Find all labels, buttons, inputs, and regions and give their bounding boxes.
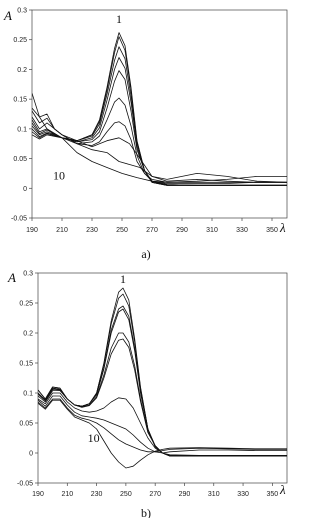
series-line-2	[32, 37, 287, 186]
y-tick-label: -0.05	[11, 215, 27, 223]
y-tick-label: 0.1	[23, 390, 33, 398]
series-line-10	[38, 400, 287, 468]
x-tick-label: 210	[56, 227, 68, 234]
panel-a	[3, 8, 287, 262]
series-line-3	[38, 306, 287, 456]
x-tick-label: 250	[120, 491, 132, 498]
x-tick-label: 190	[32, 491, 44, 498]
series-group	[32, 33, 287, 186]
series-line-5	[32, 71, 287, 186]
y-tick-label: 0.2	[23, 330, 33, 338]
y-tick-label: 0.05	[13, 156, 27, 164]
plot-frame	[38, 273, 287, 483]
y-tick-label: 0	[29, 450, 33, 458]
x-tick-label: 230	[90, 491, 103, 498]
curve-annotation: 10	[87, 431, 100, 446]
y-tick-label: 0.3	[23, 270, 33, 278]
curve-annotation: 1	[116, 12, 122, 27]
y-tick-label: 0.3	[17, 7, 27, 15]
y-tick-label: 0.25	[19, 300, 33, 308]
curve-annotation: 10	[53, 168, 65, 183]
y-tick-label: 0.25	[13, 37, 27, 45]
y-tick-label: -0.05	[17, 480, 33, 488]
series-line-5	[38, 333, 287, 456]
panel-b	[7, 270, 287, 518]
series-line-4	[38, 309, 287, 456]
panel-label: b)	[141, 506, 151, 518]
y-tick-label: 0.1	[17, 126, 27, 134]
series-line-1	[38, 288, 287, 456]
x-axis-symbol: λ	[280, 482, 286, 497]
series-line-7	[38, 393, 287, 455]
x-tick-label: 350	[266, 491, 279, 498]
y-tick-label: 0.15	[13, 96, 27, 104]
y-tick-label: 0.05	[19, 420, 33, 428]
x-tick-label: 270	[149, 491, 162, 498]
x-tick-label: 290	[176, 227, 188, 234]
x-tick-label: 290	[178, 491, 191, 498]
x-tick-label: 230	[86, 227, 98, 234]
plot-frame	[32, 10, 287, 218]
series-line-6	[32, 98, 287, 184]
panel-label: a)	[141, 247, 151, 261]
series-line-2	[38, 294, 287, 456]
x-tick-label: 190	[26, 227, 38, 234]
y-tick-label: 0	[23, 185, 27, 193]
series-line-7	[32, 117, 287, 182]
x-tick-label: 330	[237, 491, 249, 498]
series-line-4	[32, 58, 287, 186]
y-axis-symbol: A	[8, 270, 16, 285]
series-line-8	[32, 111, 287, 182]
x-tick-label: 310	[207, 491, 220, 498]
x-tick-label: 250	[116, 227, 128, 234]
y-tick-label: 0.2	[17, 66, 27, 74]
x-tick-label: 350	[266, 227, 278, 234]
x-axis-symbol: λ	[280, 220, 286, 235]
series-line-9	[38, 399, 287, 452]
y-tick-label: 0.15	[19, 360, 33, 368]
x-tick-label: 270	[146, 227, 158, 234]
series-line-6	[38, 339, 287, 456]
x-tick-label: 210	[61, 491, 74, 498]
series-group	[38, 288, 287, 468]
x-tick-label: 310	[206, 227, 218, 234]
x-tick-label: 330	[236, 227, 248, 234]
series-line-9	[32, 108, 287, 182]
y-axis-symbol: A	[4, 8, 12, 23]
series-line-3	[32, 47, 287, 186]
series-line-1	[32, 33, 287, 186]
series-line-8	[38, 396, 287, 453]
curve-annotation: 1	[119, 272, 126, 287]
